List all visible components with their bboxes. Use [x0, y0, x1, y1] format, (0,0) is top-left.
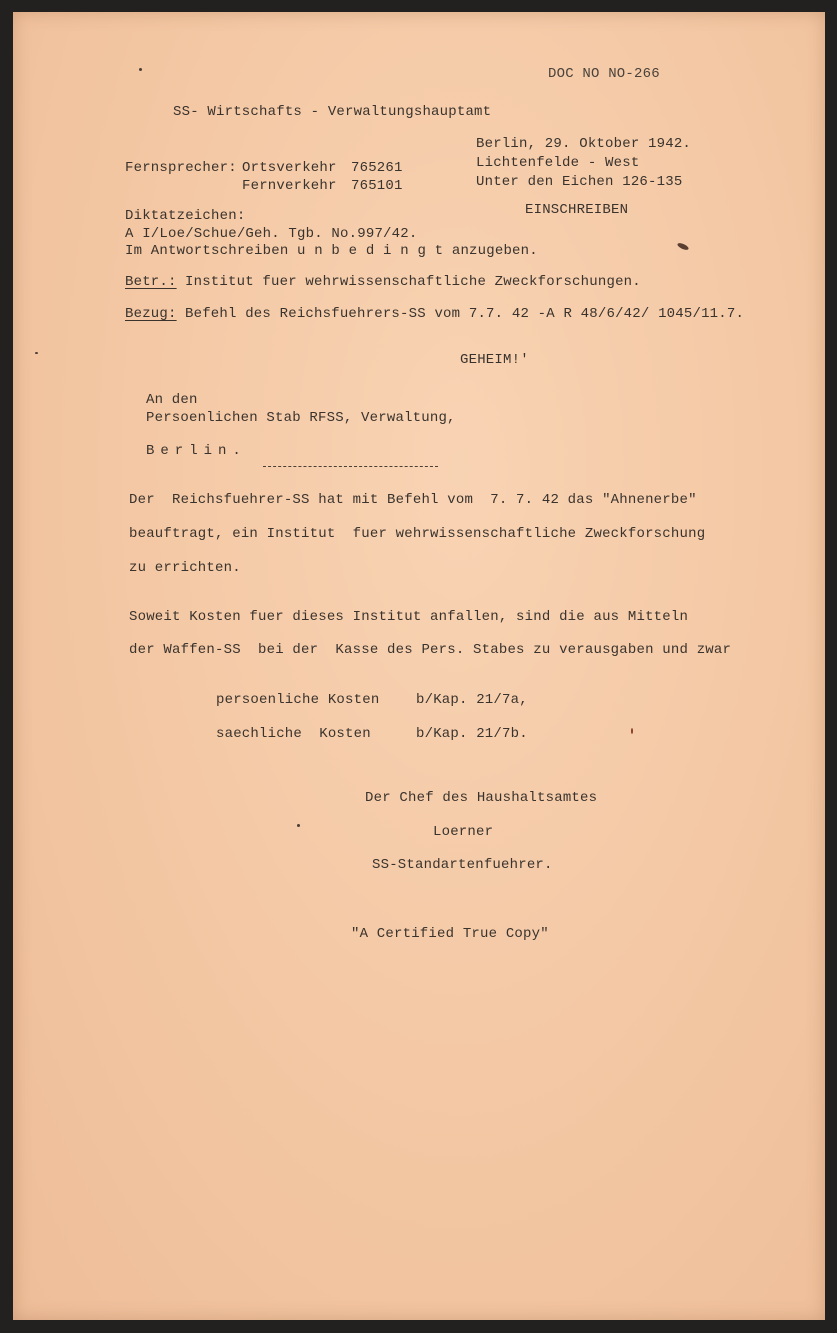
cost-item-2-ref: b/Kap. 21/7b.: [416, 726, 528, 742]
recipient-city: Berlin.: [146, 443, 247, 459]
cost-item-1-ref: b/Kap. 21/7a,: [416, 692, 528, 708]
paper-speck: [297, 824, 300, 827]
dictation-label: Diktatzeichen:: [125, 208, 246, 224]
reference-label: Bezug:: [125, 306, 177, 322]
phone-local-label: Ortsverkehr: [242, 160, 337, 176]
paper-speck: [139, 68, 142, 71]
subject-label: Betr.:: [125, 274, 177, 290]
body-paragraph-1-line-1: Der Reichsfuehrer-SS hat mit Befehl vom 7. 7. 42 das "Ahnenerbe": [129, 492, 697, 508]
document-number: DOC NO NO-266: [548, 66, 660, 82]
paper-speck: [35, 352, 38, 354]
date-line: Berlin, 29. Oktober 1942.: [476, 136, 692, 152]
registered-mark: EINSCHREIBEN: [525, 202, 629, 218]
cost-item-1-label: persoenliche Kosten: [216, 692, 380, 708]
phone-long-number: 765101: [351, 178, 403, 194]
phone-long-label: Fernverkehr: [242, 178, 337, 194]
dictation-code: A I/Loe/Schue/Geh. Tgb. No.997/42.: [125, 226, 418, 242]
phone-local-number: 765261: [351, 160, 403, 176]
office-heading: SS- Wirtschafts - Verwaltungshauptamt: [173, 104, 492, 120]
signature-rank: SS-Standartenfuehrer.: [372, 857, 553, 873]
reference-text: Befehl des Reichsfuehrers-SS vom 7.7. 42 -A R 48/6/42/ 1045/11.7.: [185, 306, 745, 322]
classification-mark: GEHEIM!': [460, 352, 529, 368]
body-paragraph-2-line-2: der Waffen-SS bei der Kasse des Pers. Stabes zu verausgaben und zwar: [129, 642, 732, 658]
street-line: Unter den Eichen 126-135: [476, 174, 683, 190]
paper-speck: [631, 728, 633, 734]
recipient-line-1: An den: [146, 392, 198, 408]
reply-note: Im Antwortschreiben u n b e d i n g t anzugeben.: [125, 243, 538, 259]
district-line: Lichtenfelde - West: [476, 155, 640, 171]
body-paragraph-2-line-1: Soweit Kosten fuer dieses Institut anfallen, sind die aus Mitteln: [129, 609, 689, 625]
body-paragraph-1-line-3: zu errichten.: [129, 560, 241, 576]
city-underline: [263, 466, 438, 467]
cost-item-2-label: saechliche Kosten: [216, 726, 371, 742]
document-page: [13, 12, 825, 1320]
ink-blot-mark: [677, 242, 690, 252]
certification-line: "A Certified True Copy": [351, 926, 549, 942]
signature-title: Der Chef des Haushaltsamtes: [365, 790, 598, 806]
phone-label: Fernsprecher:: [125, 160, 237, 176]
body-paragraph-1-line-2: beauftragt, ein Institut fuer wehrwissenschaftliche Zweckforschung: [129, 526, 706, 542]
signature-name: Loerner: [433, 824, 494, 840]
recipient-line-2: Persoenlichen Stab RFSS, Verwaltung,: [146, 410, 456, 426]
subject-text: Institut fuer wehrwissenschaftliche Zweckforschungen.: [185, 274, 641, 290]
